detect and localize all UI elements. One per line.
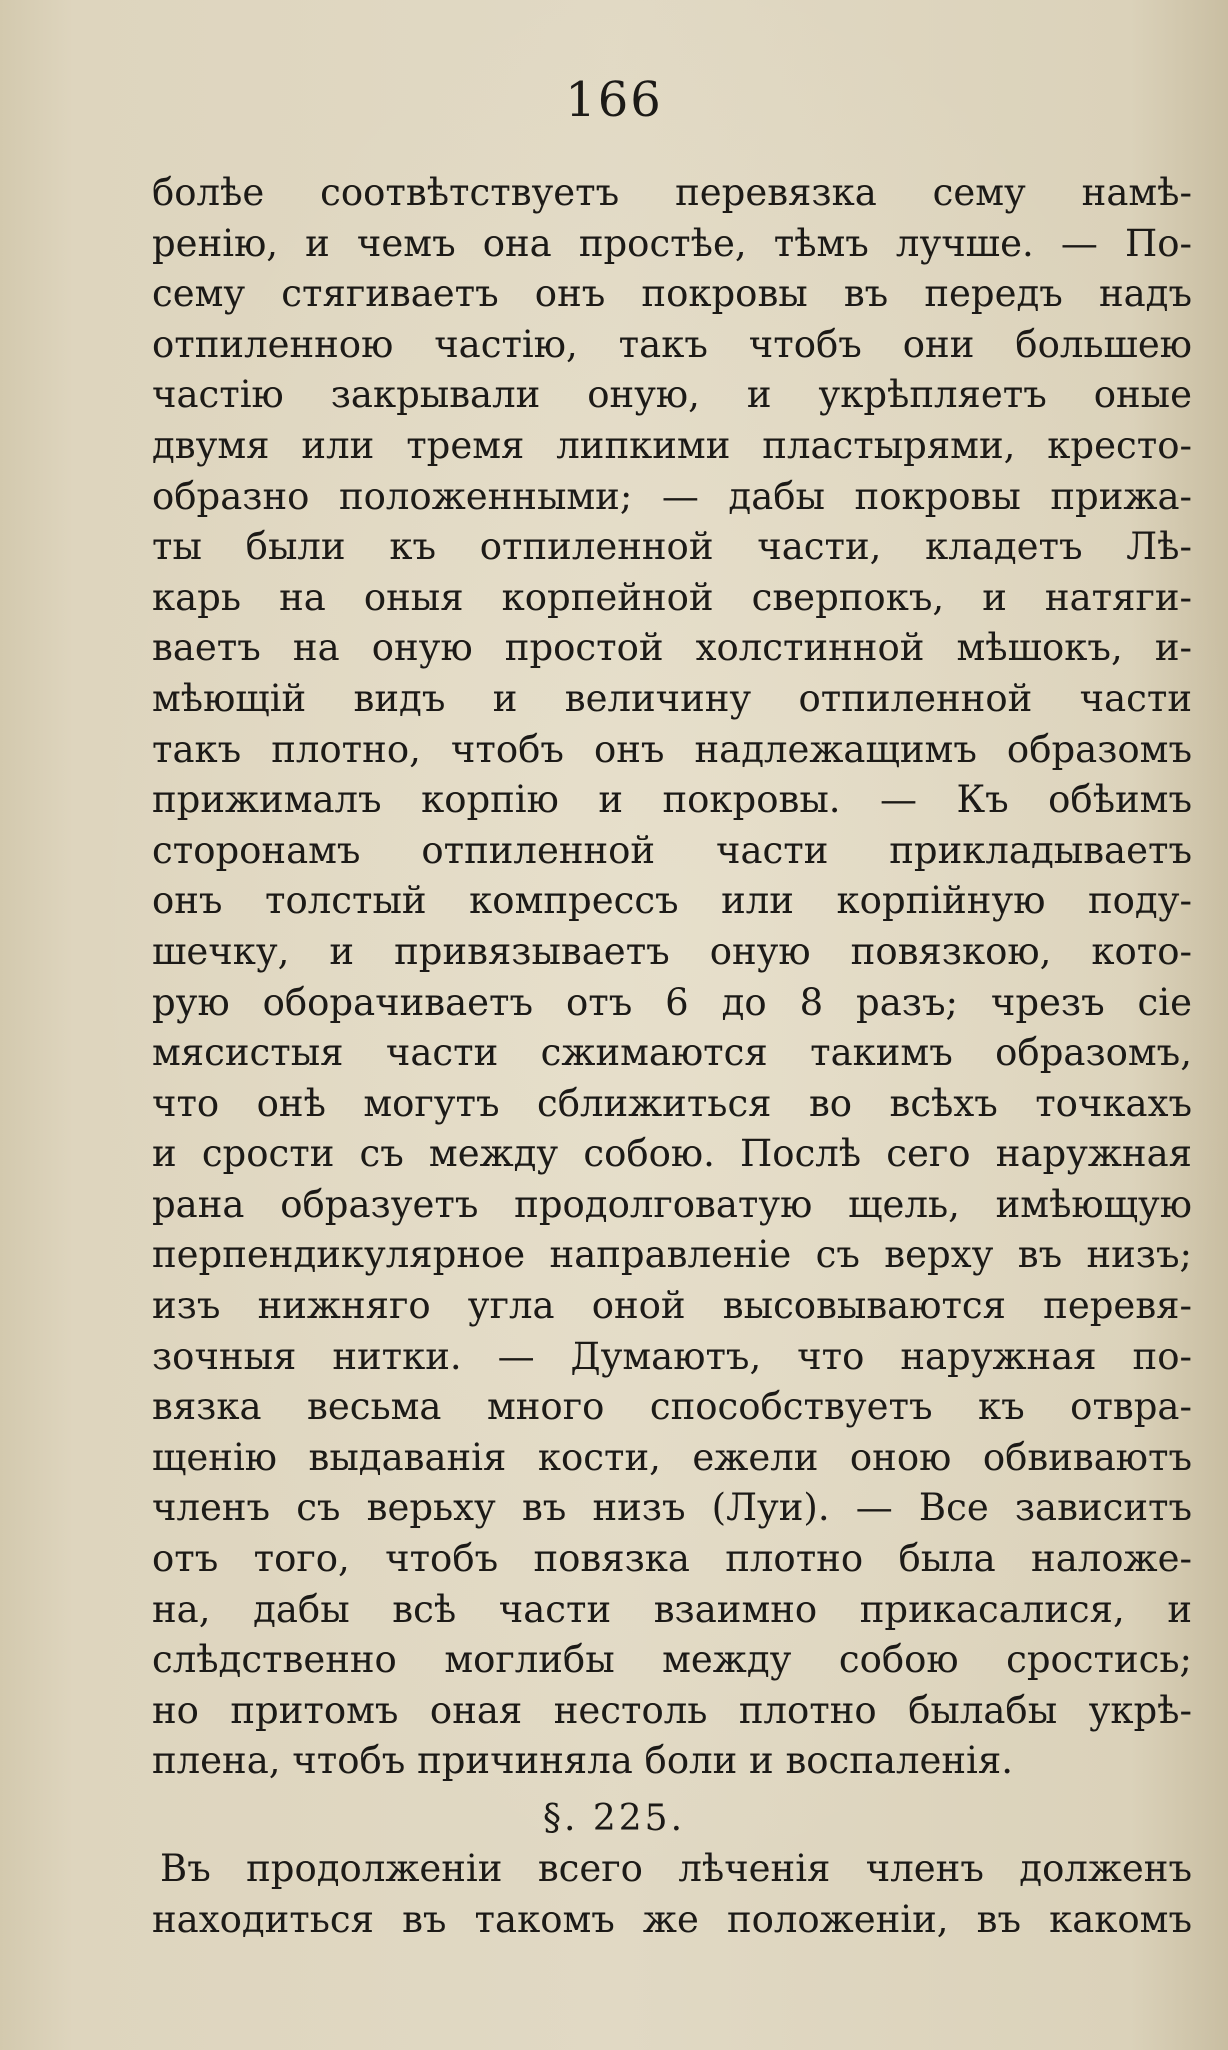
page-number: 166 xyxy=(565,72,663,128)
text-line: рую оборачиваетъ отъ 6 до 8 разъ; чрезъ сіе xyxy=(152,980,1192,1024)
text-line: онъ толстый компрессъ или корпійную поду- xyxy=(152,879,1192,923)
text-line: щенію выдаванія кости, ежели оною обвиваютъ xyxy=(152,1435,1192,1479)
text-line: сторонамъ отпиленной части прикладываетъ xyxy=(152,828,1192,872)
text-line: слѣдственно моглибы между собою сростись; xyxy=(152,1638,1192,1682)
text-line: болѣе соотвѣтствуетъ перевязка сему намѣ- xyxy=(152,171,1192,214)
text-line: находиться въ такомъ же положеніи, въ какомъ xyxy=(152,1897,1192,1941)
text-line: плена, чтобъ причиняла боли и воспаленія. xyxy=(152,1739,1013,1783)
text-line: Въ продолженіи всего лѣченія членъ долженъ xyxy=(160,1847,1192,1890)
text-line: частію закрывали оную, и укрѣпляетъ оные xyxy=(152,373,1192,417)
text-line: рана образуетъ продолговатую щель, имѣющую xyxy=(152,1182,1192,1226)
text-line: ты были къ отпиленной части, кладетъ Лѣ- xyxy=(152,525,1192,569)
text-line: ваетъ на оную простой холстинной мѣшокъ, и- xyxy=(152,626,1192,670)
text-line: карь на оныя корпейной сверпокъ, и натяги- xyxy=(152,575,1192,619)
text-line: изъ нижняго угла оной высовываются перевя- xyxy=(152,1284,1192,1328)
text-line: перпендикулярное направленіе съ верху въ низъ; xyxy=(152,1233,1192,1277)
text-line: такъ плотно, чтобъ онъ надлежащимъ образомъ xyxy=(152,727,1192,771)
text-line: ренію, и чемъ она простѣе, тѣмъ лучше. — По- xyxy=(152,221,1192,265)
paragraph-1 xyxy=(152,168,1192,1787)
text-line: вязка весьма много способствуетъ къ отвра- xyxy=(152,1385,1192,1429)
paragraph-2 xyxy=(152,1844,1192,1945)
text-line: сему стягиваетъ онъ покровы въ передъ надъ xyxy=(152,272,1192,316)
text-line: и срости съ между собою. Послѣ сего наружная xyxy=(152,1132,1192,1176)
text-line: членъ съ верьху въ низъ (Луи). — Все зависитъ xyxy=(152,1486,1192,1530)
text-line: мѣющій видъ и величину отпиленной части xyxy=(152,676,1192,720)
text-line: зочныя нитки. — Думаютъ, что наружная по- xyxy=(152,1334,1192,1378)
text-line: мясистыя части сжимаются такимъ образомъ, xyxy=(152,1031,1192,1075)
text-line: прижималъ корпію и покровы. — Къ обѣимъ xyxy=(152,778,1192,822)
text-line: двумя или тремя липкими пластырями, кресто- xyxy=(152,423,1192,467)
text-line: но притомъ оная нестоль плотно былабы укрѣ- xyxy=(152,1688,1192,1732)
text-line: шечку, и привязываетъ оную повязкою, кото- xyxy=(152,929,1192,973)
text-line: отпиленною частію, такъ чтобъ они большею xyxy=(152,322,1192,366)
text-line: что онѣ могутъ сближиться во всѣхъ точкахъ xyxy=(152,1081,1192,1125)
text-line: образно положенными; — дабы покровы прижа- xyxy=(152,474,1192,518)
text-line: отъ того, чтобъ повязка плотно была наложе- xyxy=(152,1537,1192,1581)
text-line: на, дабы всѣ части взаимно прикасалися, и xyxy=(152,1587,1192,1631)
section-heading: §. 225. xyxy=(542,1798,686,1839)
